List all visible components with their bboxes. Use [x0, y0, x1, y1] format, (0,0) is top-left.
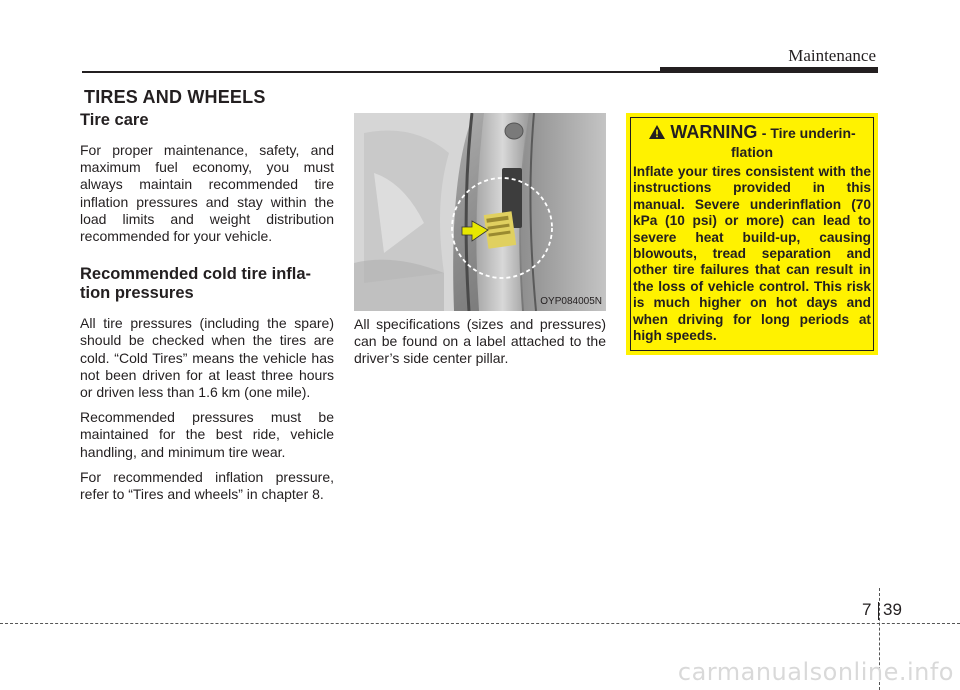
warning-triangle-icon — [648, 124, 666, 144]
warning-subtitle-line2: flation — [731, 144, 773, 160]
cold-pressure-paragraph-3: For recommended inflation pressure, refer to “Tires and wheels” in chapter 8. — [80, 468, 334, 503]
chapter-number: 7 — [862, 600, 872, 619]
footer-rule — [0, 623, 960, 624]
warning-body: Inflate your tires consistent with the instructions provided in this manual. Severe underinflation (70 kPa (10 psi) or more) can lead to severe heat build-up, causing blowouts, tread separation and other tire failures that can result in the loss of vehicle control. This risk is much higher on hot days and when driving for long periods at high speeds. — [633, 164, 871, 344]
label-location-paragraph: All specifications (sizes and pressures) can be found on a label attached to the driver’s side center pillar. — [354, 316, 606, 367]
cold-pressure-paragraph-2: Recommended pressures must be maintained for the best ride, vehicle handling, and minimum tire wear. — [80, 409, 334, 460]
door-pillar-photo — [354, 113, 606, 311]
warning-box — [626, 113, 878, 355]
cold-pressure-heading — [80, 265, 334, 303]
page-number-divider — [878, 602, 879, 620]
tire-care-heading: Tire care — [80, 111, 149, 129]
tire-care-paragraph: For proper maintenance, safety, and maximum fuel economy, you must always maintain recommended tire inflation pressures and stay within the load limits and weight distribution recommended for your vehicle. — [80, 142, 334, 245]
image-code: OYP084005N — [540, 296, 602, 307]
warning-label: WARNING — [670, 122, 758, 142]
cold-pressure-heading-text: Recommended cold tire infla- tion pressures — [80, 265, 312, 303]
page-number: 39 — [883, 600, 902, 619]
warning-heading — [633, 124, 871, 144]
section-title: TIRES AND WHEELS — [84, 87, 266, 107]
column-left — [80, 111, 334, 503]
warning-subtitle-line1: - Tire underin- — [761, 125, 856, 141]
running-header-title: Maintenance — [788, 46, 876, 65]
header-rule-accent — [660, 67, 878, 72]
cold-pressure-paragraph-1: All tire pressures (including the spare) should be checked when the tires are cold. “Cold Tires” means the vehicle has not been driven for at least three hours or driven less than 1.6 km (one mile). — [80, 315, 334, 401]
watermark: carmanualsonline.info — [677, 658, 954, 686]
